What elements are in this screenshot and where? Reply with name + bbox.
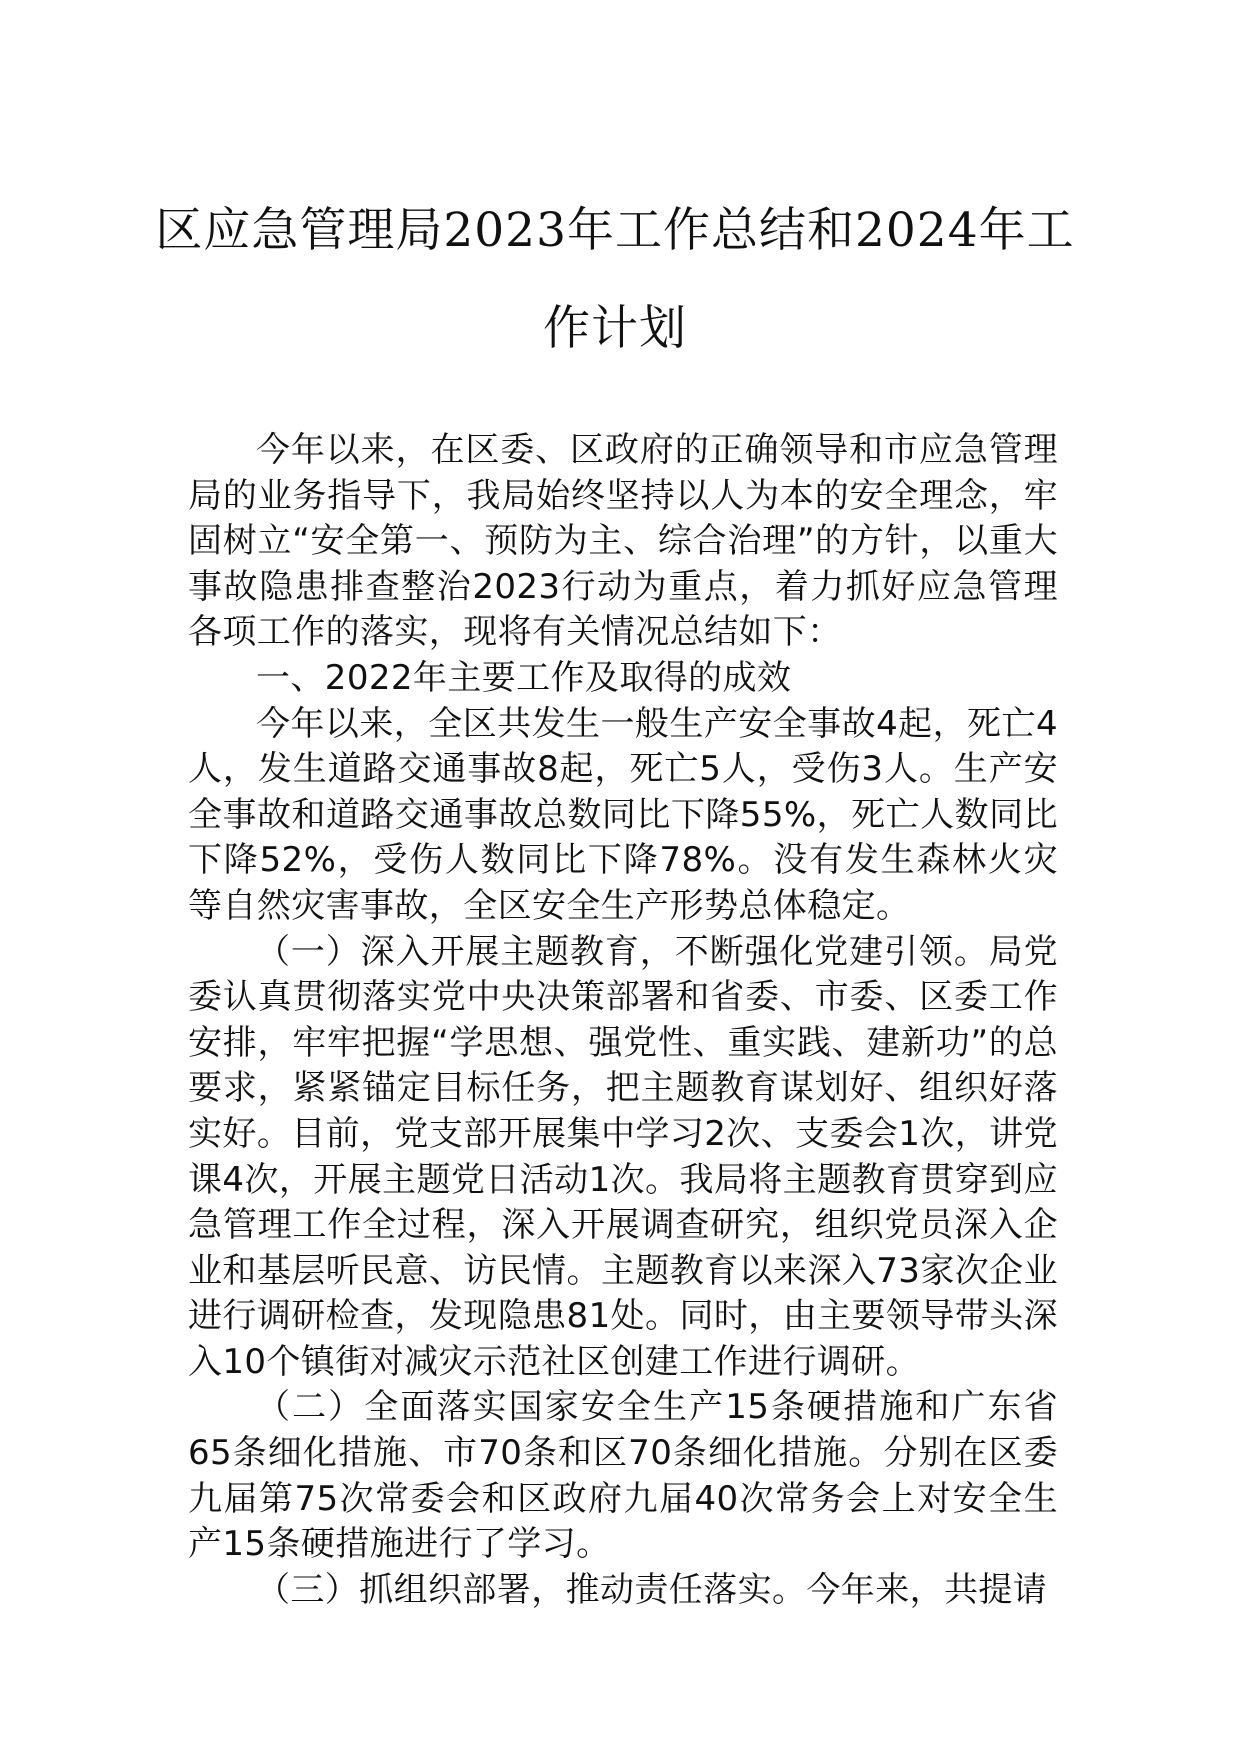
section-heading: 一、2022年主要工作及取得的成效 [256,657,792,698]
paragraph-item-2: （二）全面落实国家安全生产15条硬措施和广东省65条细化措施、市70条和区70条细化措施。分别在区委九届第75次常委会和区政府九届40次常务会上对安全生产15条硬措施进行了学习。 [188,1387,1058,1565]
paragraph-intro: 今年以来，在区委、区政府的正确领导和市应急管理局的业务指导下，我局始终坚持以人为本的安全理念，牢固树立“安全第一、预防为主、综合治理”的方针，以重大事故隐患排查整治2023行动为重点，着力抓好应急管理各项工作的落实，现将有关情况总结如下： [188,430,1058,653]
paragraph-statistics: 今年以来，全区共发生一般生产安全事故4起，死亡4人，发生道路交通事故8起，死亡5人，受伤3人。生产安全事故和道路交通事故总数同比下降55%，死亡人数同比下降52%，受伤人数同比下降78%。没有发生森林火灾等自然灾害事故，全区安全生产形势总体稳定。 [188,703,1058,926]
document-body [188,428,1058,1613]
paragraph-item-3: （三）抓组织部署，推动责任落实。今年来，共提请 [256,1569,1048,1610]
document-title: 区应急管理局2023年工作总结和2024年工作计划 [155,203,1075,356]
paragraph-item-1: （一）深入开展主题教育，不断强化党建引领。局党委认真贯彻落实党中央决策部署和省委、市委、区委工作安排，牢牢把握“学思想、强党性、重实践、建新功”的总要求，紧紧锚定目标任务，把主题教育谋划好、组织好落实好。目前，党支部开展集中学习2次、支委会1次，讲党课4次，开展主题党日活动1次。我局将主题教育贯穿到应急管理工作全过程，深入开展调查研究，组织党员深入企业和基层听民意、访民情。主题教育以来深入73家次企业进行调研检查，发现隐患81处。同时，由主要领导带头深入10个镇街对减灾示范社区创建工作进行调研。 [188,931,1058,1382]
